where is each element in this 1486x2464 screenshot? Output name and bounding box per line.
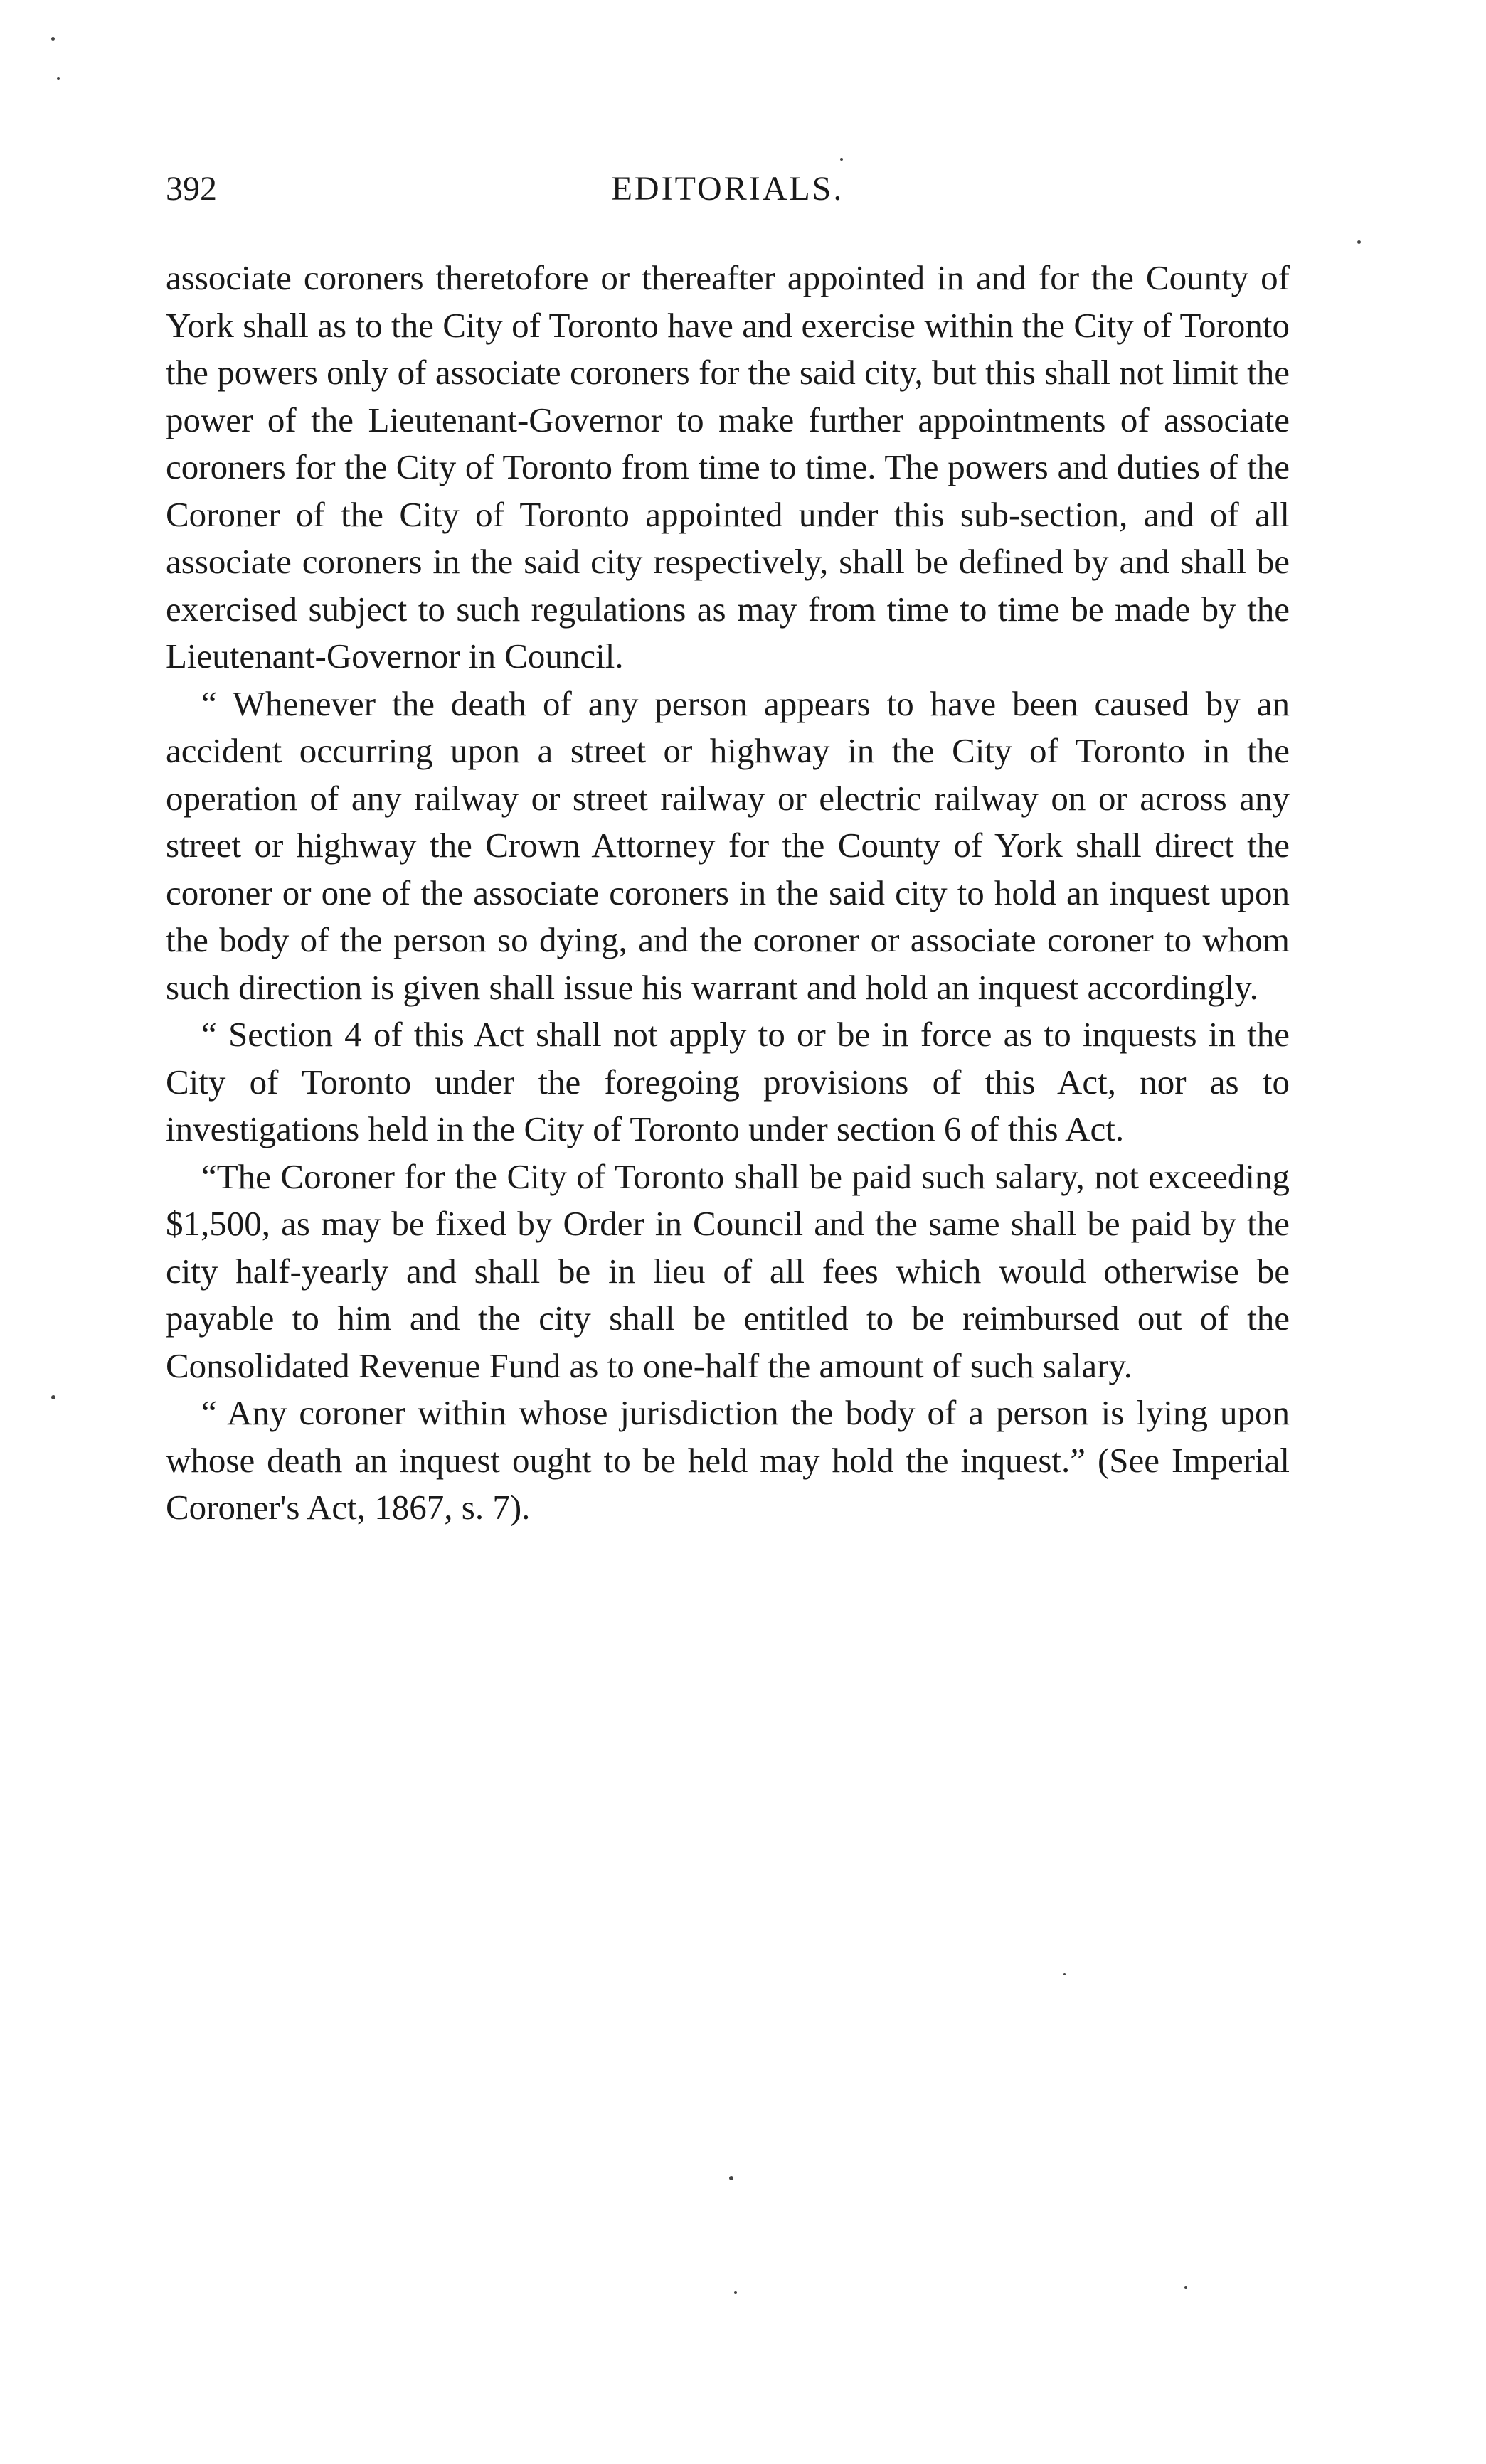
paragraph-4: “The Coroner for the City of Toronto shall be paid such salary, not exceeding $1,500, as may be fixed by Order in Council and the same shall be paid by the city half-yearly and shall be in lieu of all fees which would otherwise be payable to him and the city shall be entitled to be reimbursed out of the Consolidated Revenue Fund as to one-half the amount of such salary.	[166, 1156, 1290, 1385]
paragraph-2: “ Whenever the death of any person appears to have been caused by an accident occurring upon a street or highway in the City of Toronto in the operation of any railway or street railway or electric railway on or across any street or highway the Crown Attorney for the County of York shall direct the coroner or one of the associate coroners in the said city to hold an inquest upon the body of the person so dying, and the coroner or associate coroner to whom such direction is given shall issue his warrant and hold an inquest accordingly.	[166, 683, 1290, 1007]
paragraph-1: associate coroners theretofore or thereafter appointed in and for the County of York shall as to the City of Toronto have and exercise within the City of Toronto the powers only of associate coroners for the said city, but this shall not limit the power of the Lieutenant-Governor to make further appointments of associate coroners for the City of Toronto from time to time. The powers and duties of the Coroner of the City of Toronto appointed under this sub-section, and of all associate coroners in the said city respectively, shall be defined by and shall be exercised subject to such regulations as may from time to time be made by the Lieutenant-Governor in Council.	[166, 258, 1290, 676]
page-number: 392	[166, 170, 217, 208]
paragraph-5: “ Any coroner within whose jurisdiction the body of a person is lying upon whose death an inquest ought to be held may hold the inquest.” (See Imperial Coroner's Act, 1867, s. 7).	[166, 1393, 1290, 1527]
page-header	[166, 169, 1290, 219]
scan-speck	[729, 2176, 733, 2180]
scan-speck	[57, 77, 60, 80]
scan-speck	[1357, 240, 1361, 244]
scan-speck	[51, 37, 55, 41]
paragraph-3: “ Section 4 of this Act shall not apply to or be in force as to inquests in the City of Toronto under the foregoing provisions of this Act, nor as to investigations held in the City of Toronto under section 6 of this Act.	[166, 1015, 1290, 1148]
scan-speck	[51, 1395, 55, 1399]
running-title: EDITORIALS.	[611, 170, 844, 208]
scan-speck	[1184, 2286, 1187, 2289]
scan-speck	[840, 158, 843, 161]
scan-speck	[1063, 1973, 1066, 1975]
scan-speck	[734, 2291, 737, 2294]
body-text	[166, 255, 1290, 1532]
